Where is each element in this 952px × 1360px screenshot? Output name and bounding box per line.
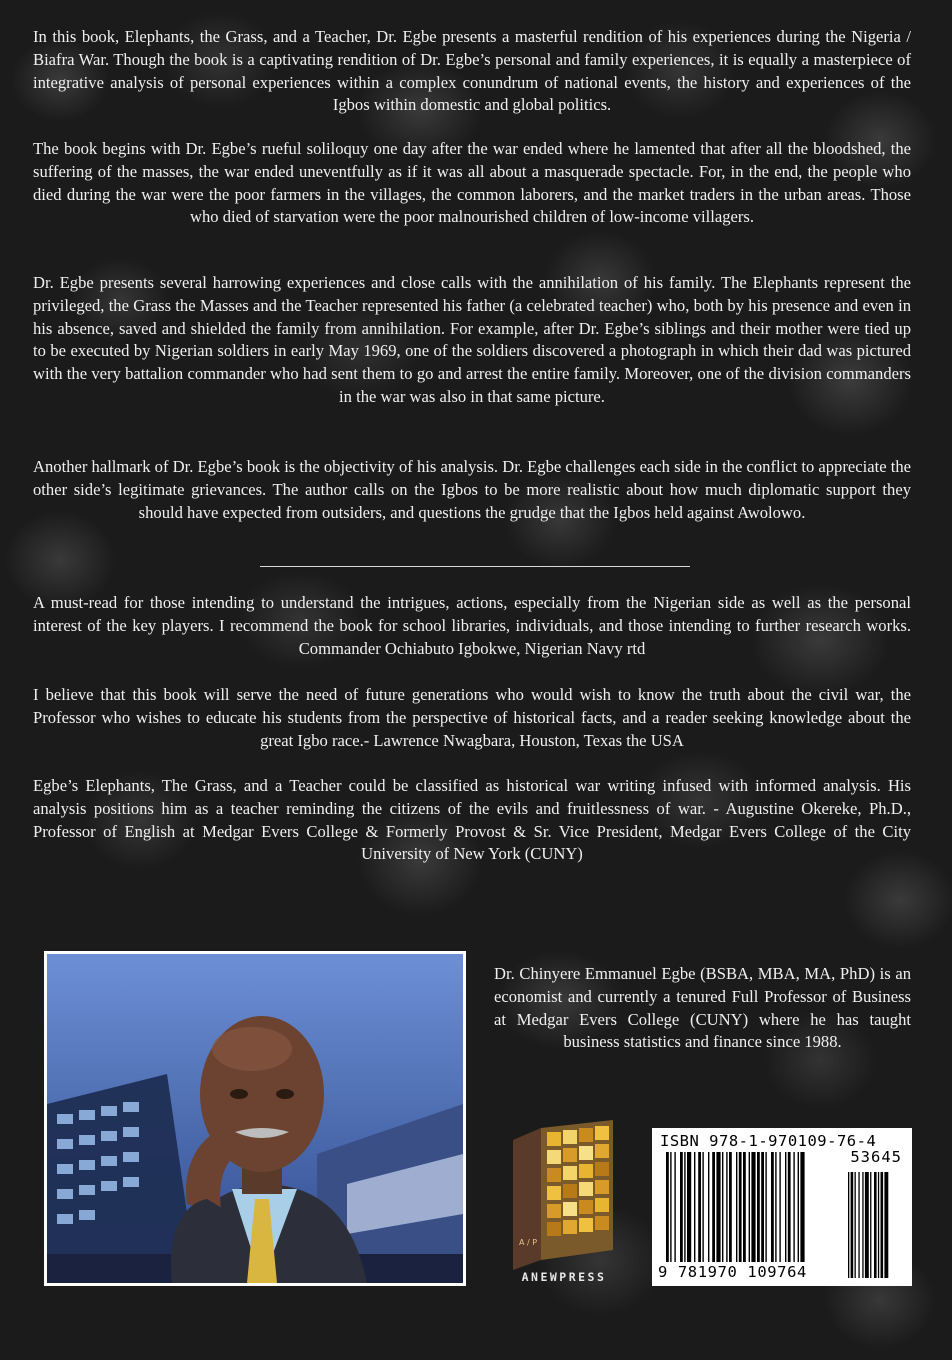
review-1: A must-read for those intending to understand the intrigues, actions, especially from the Nigerian side as well as the personal interest of the key players. I recommend the book for school libraries, individuals, and those intending to further research works. Commander Ochiabuto Igbokwe, Nigerian Navy rtd <box>33 593 911 658</box>
publisher-book-icon <box>513 1120 623 1270</box>
ean-number: 9 781970 109764 <box>658 1263 807 1281</box>
publisher-name: ANEWPRESS <box>521 1270 607 1284</box>
description-paragraph-1: In this book, Elephants, the Grass, and a Teacher, Dr. Egbe presents a masterful rendition of his experiences during the Nigeria / Biafra War. Though the book is a captivating rendition of Dr. Egbe’s personal and family experiences, it is equally a masterpiece of integrative analysis of personal experiences within a complex conundrum of national events, the history and experiences of the Igbos within domestic and global politics. <box>33 27 911 115</box>
description-paragraph-3: Dr. Egbe presents several harrowing experiences and close calls with the annihilation of his family. The Elephants represent the privileged, the Grass the Masses and the Teacher represented his father (a celebrated teacher) who, both by his presence and even in his absence, saved and shielded the family from annihilation. For example, after Dr. Egbe’s siblings and their mother were tied up to be executed by Nigerian soldiers in early May 1969, one of the soldiers discovered a photograph in which their dad was pictured with the very battalion commander who had sent them to go and arrest the entire family. Moreover, one of the division commanders in the war was also in that same picture. <box>33 273 911 406</box>
publisher-logo <box>513 1120 623 1285</box>
review-3: Egbe’s Elephants, The Grass, and a Teacher could be classified as historical war writing infused with informed analysis. His analysis positions him as a teacher reminding the citizens of the evils and fruitlessness of war. - Augustine Okereke, Ph.D., Professor of English at Medgar Evers College & Formerly Provost & Sr. Vice President, Medgar Evers College of the City University of New York (CUNY) <box>33 776 911 864</box>
author-bio: Dr. Chinyere Emmanuel Egbe (BSBA, MBA, MA, PhD) is an economist and currently a tenured Full Professor of Business at Medgar Evers College (CUNY) where he has taught business statistics and finance since 1988. <box>494 964 911 1052</box>
isbn-label: ISBN 978-1-970109-76-4 <box>660 1132 877 1150</box>
author-portrait-illustration <box>47 954 463 1283</box>
review-2: I believe that this book will serve the need of future generations who would wish to know the truth about the civil war, the Professor who wishes to educate his students from the perspective of historical facts, and a reader seeking knowledge about the great Igbo race.- Lawrence Nwagbara, Houston, Texas the USA <box>33 685 911 750</box>
description-paragraph-4: Another hallmark of Dr. Egbe’s book is the objectivity of his analysis. Dr. Egbe challenges each side in the conflict to appreciate the other side’s legitimate grievances. The author calls on the Igbos to be more realistic about how much diplomatic support they should have expected from outsiders, and questions the grudge that the Igbos held against Awolowo. <box>33 457 911 522</box>
barcode-addon: 53645 <box>850 1148 902 1166</box>
publisher-logo-letters: A / P <box>519 1238 538 1247</box>
description-paragraph-2: The book begins with Dr. Egbe’s rueful soliloquy one day after the war ended where he lamented that after all the bloodshed, the suffering of the masses, the war ended uneventfully as if it was all about a masquerade spectacle. For, in the end, the people who died during the war were the poor farmers in the villages, the common laborers, and the market traders in the urban areas. Those who died of starvation were the poor malnourished children of low-income villagers. <box>33 139 911 227</box>
author-photo <box>44 951 466 1286</box>
section-divider <box>260 566 690 567</box>
isbn-barcode <box>652 1128 912 1286</box>
